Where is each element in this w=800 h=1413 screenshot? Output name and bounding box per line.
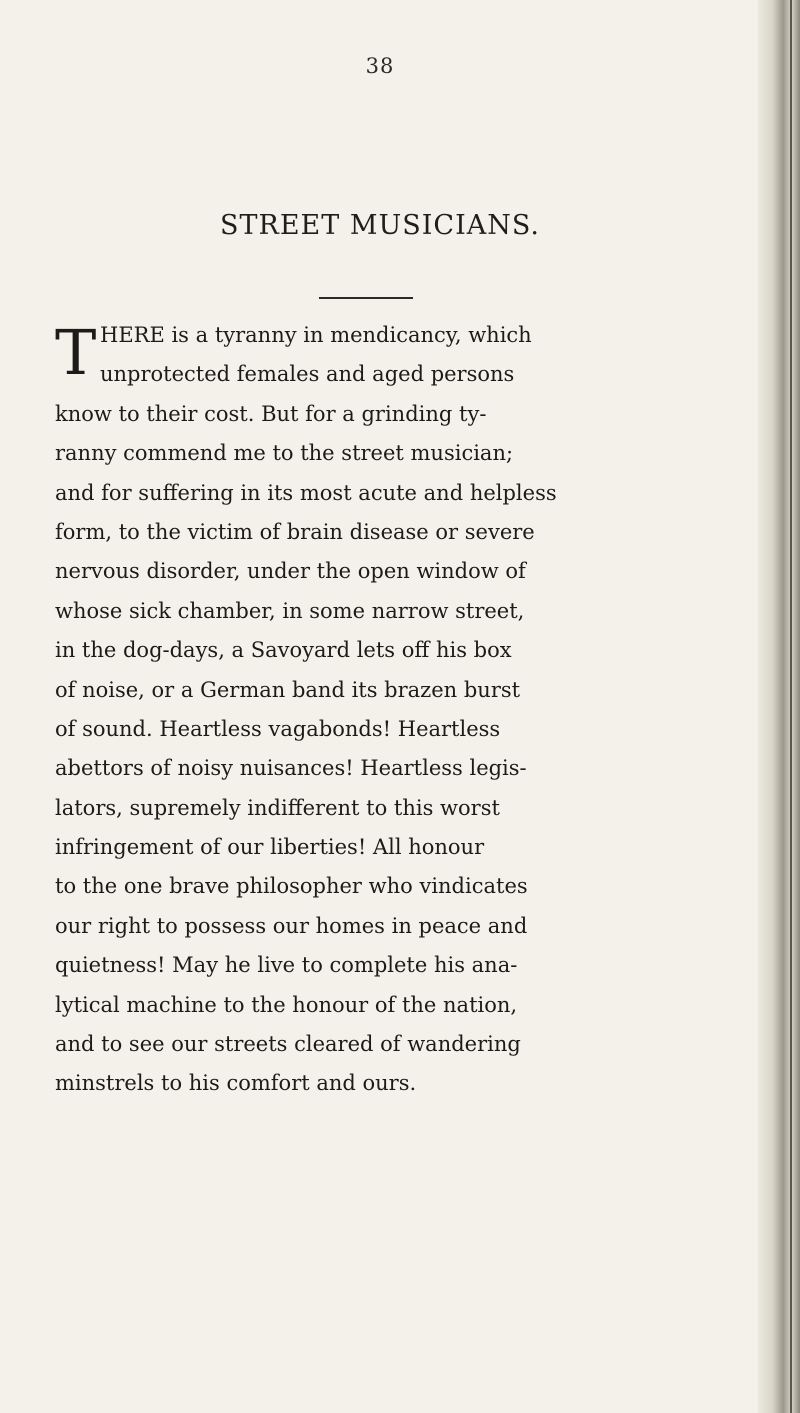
paragraph-line: form, to the victim of brain disease or severe [55,519,535,544]
paragraph-line: of sound. Heartless vagabonds! Heartless [55,716,501,741]
paragraph-line: ranny commend me to the street musician; [55,441,514,466]
paragraph-line: and to see our streets cleared of wandering [55,1032,521,1057]
book-spine-edge [758,0,800,1413]
paragraph-line: whose sick chamber, in some narrow street, [55,598,525,623]
paragraph-line: minstrels to his comfort and ours. [55,1071,417,1096]
chapter-title: STREET MUSICIANS. [220,210,540,241]
paragraph-line: infringement of our liberties! All honour [55,835,485,860]
paragraph-line: of noise, or a German band its brazen burst [55,677,521,702]
paragraph-line: lators, supremely indifferent to this worst [55,795,500,820]
paragraph-line: our right to possess our homes in peace and [55,913,528,938]
drop-cap: T [55,316,97,389]
paragraph-line: lytical machine to the honour of the nation, [55,992,518,1017]
title-divider [319,297,413,299]
book-gutter-line [790,0,792,1413]
paragraph-line: nervous disorder, under the open window of [55,559,526,584]
paragraph-line: know to their cost. But for a grinding ty- [55,401,487,426]
paragraph-line: in the dog-days, a Savoyard lets off his box [55,638,512,663]
paragraph-line: quietness! May he live to complete his ana- [55,953,518,978]
page-number: 38 [365,54,395,78]
first-line-text: HERE is a tyranny in mendicancy, which [100,323,532,347]
paragraph-line: to the one brave philosopher who vindicates [55,874,528,899]
body-paragraph [55,316,735,1104]
paragraph-line: unprotected females and aged persons [100,362,515,387]
paragraph-line: abettors of noisy nuisances! Heartless legis- [55,756,527,781]
paragraph-line: and for suffering in its most acute and helpless [55,480,557,505]
